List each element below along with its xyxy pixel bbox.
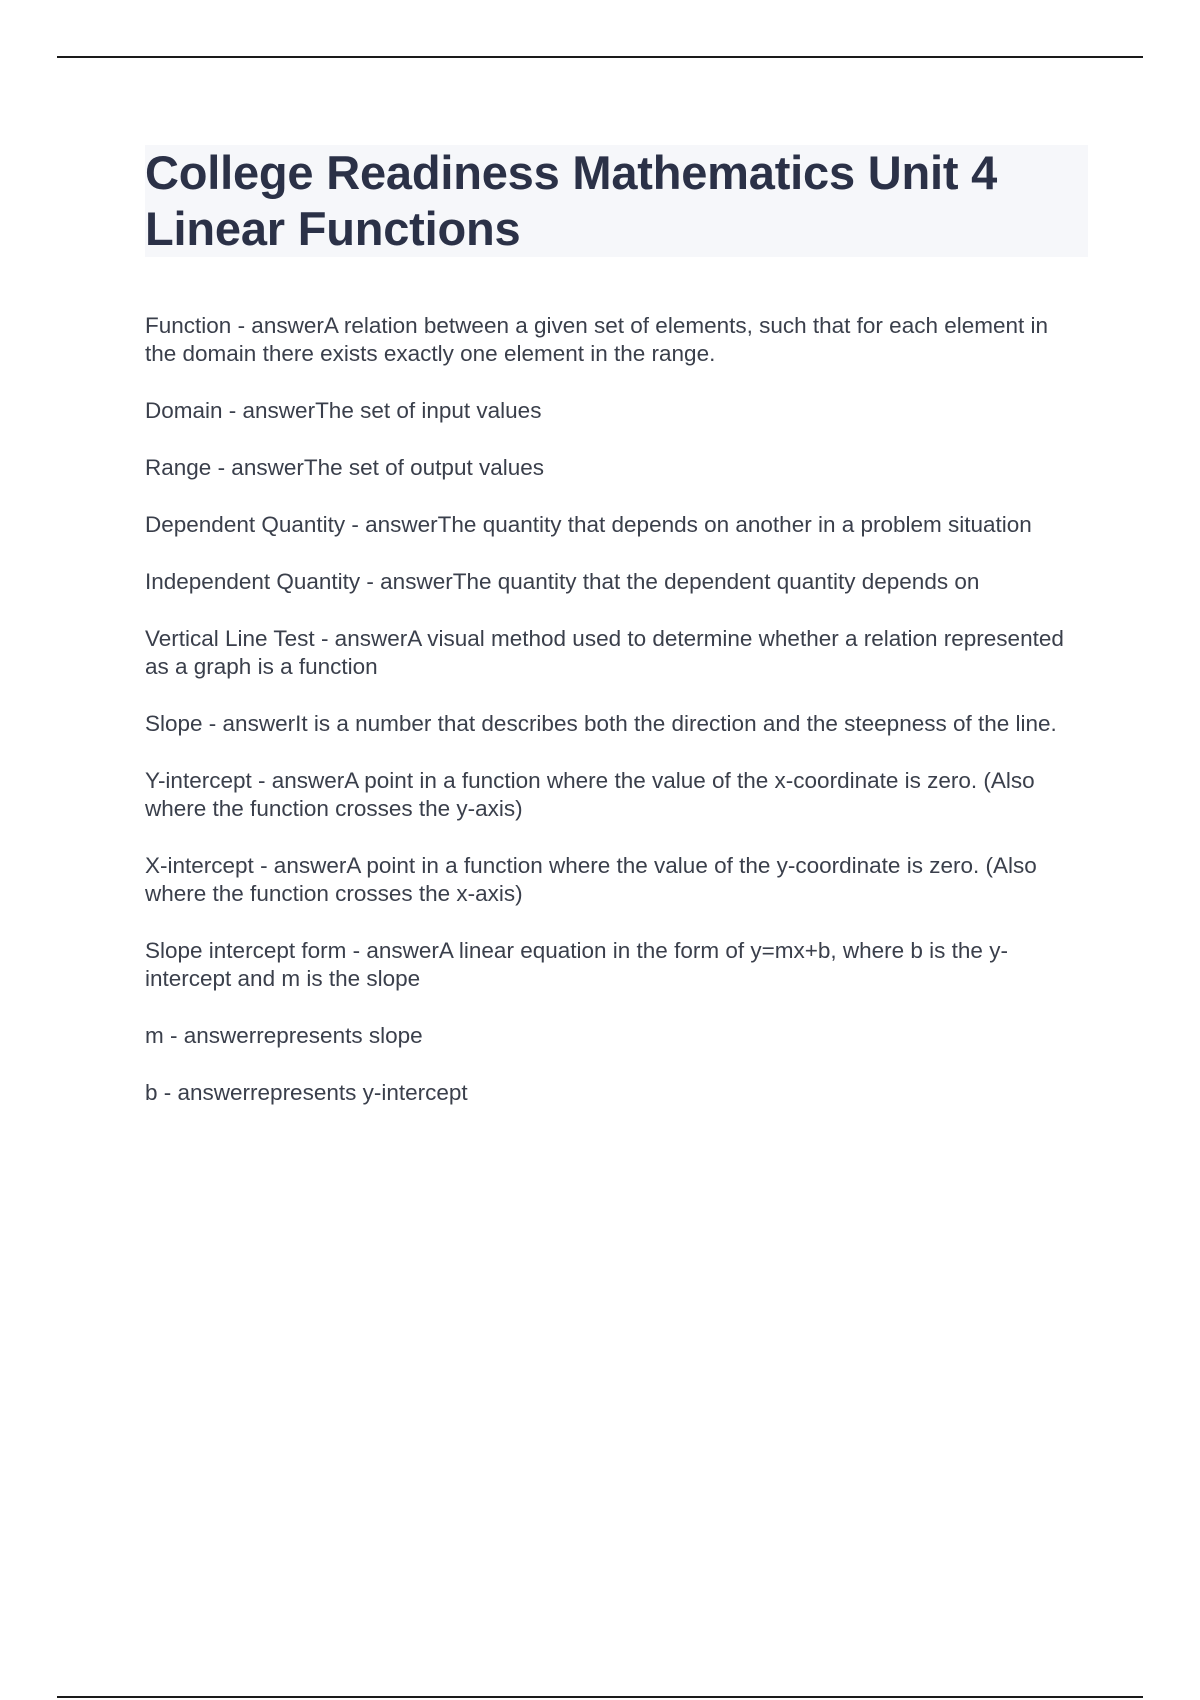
- entry-separator: - answer: [253, 853, 347, 878]
- entry-separator: - answer: [251, 768, 345, 793]
- flashcard-entry: [145, 852, 1080, 908]
- entry-term: Slope: [145, 711, 203, 736]
- entry-definition: A point in a function where the value of the x-coordinate is zero. (Also where the function crosses the y-axis): [145, 768, 1035, 821]
- flashcard-entry: [145, 1022, 1080, 1050]
- entry-definition: The set of output values: [303, 455, 544, 480]
- flashcard-entry: [145, 397, 1080, 425]
- entry-separator: - answer: [345, 512, 438, 537]
- entry-separator: - answer: [231, 313, 324, 338]
- entry-definition: A visual method used to determine whether a relation represented as a graph is a function: [145, 626, 1064, 679]
- entry-term: Range: [145, 455, 212, 480]
- entry-definition: A relation between a given set of elements, such that for each element in the domain there exists exactly one element in the range.: [145, 313, 1049, 366]
- flashcard-entry: [145, 511, 1080, 539]
- flashcard-entry: [145, 568, 1080, 596]
- entry-separator: - answer: [211, 455, 304, 480]
- flashcard-list: [145, 312, 1080, 1136]
- flashcard-entry: [145, 454, 1080, 482]
- title-block: [145, 145, 1088, 257]
- entry-term: Y-intercept: [145, 768, 252, 793]
- entry-definition: A linear equation in the form of y=mx+b, where b is the y-intercept and m is the slope: [145, 938, 1008, 991]
- flashcard-entry: [145, 312, 1080, 368]
- entry-term: X-intercept: [145, 853, 254, 878]
- entry-separator: - answer: [157, 1080, 251, 1105]
- entry-definition: The quantity that the dependent quantity depends on: [452, 569, 980, 594]
- entry-definition: The quantity that depends on another in a problem situation: [437, 512, 1032, 537]
- entry-definition: The set of input values: [315, 398, 542, 423]
- entry-definition: represents y-intercept: [250, 1080, 468, 1105]
- entry-term: Domain: [145, 398, 223, 423]
- footer-rule: [57, 1696, 1143, 1698]
- entry-definition: A point in a function where the value of the y-coordinate is zero. (Also where the function crosses the x-axis): [145, 853, 1037, 906]
- entry-definition: represents slope: [256, 1023, 423, 1048]
- flashcard-entry: [145, 1079, 1080, 1107]
- entry-term: Dependent Quantity: [145, 512, 346, 537]
- entry-term: m: [145, 1023, 164, 1048]
- entry-separator: - answer: [314, 626, 408, 651]
- entry-term: Independent Quantity: [145, 569, 361, 594]
- entry-separator: - answer: [222, 398, 316, 423]
- entry-separator: - answer: [360, 569, 453, 594]
- entry-separator: - answer: [163, 1023, 257, 1048]
- entry-term: Slope intercept form: [145, 938, 347, 963]
- header-rule: [57, 56, 1143, 58]
- title-line-2: Linear Functions: [145, 202, 521, 255]
- entry-separator: - answer: [202, 711, 296, 736]
- flashcard-entry: [145, 937, 1080, 993]
- entry-term: Vertical Line Test: [145, 626, 315, 651]
- flashcard-entry: [145, 710, 1080, 738]
- entry-term: b: [145, 1080, 158, 1105]
- entry-definition: It is a number that describes both the direction and the steepness of the line.: [295, 711, 1057, 736]
- document-title: [145, 145, 1088, 257]
- entry-term: Function: [145, 313, 232, 338]
- entry-separator: - answer: [346, 938, 439, 963]
- title-line-1: College Readiness Mathematics Unit 4: [145, 146, 998, 199]
- flashcard-entry: [145, 767, 1080, 823]
- flashcard-entry: [145, 625, 1080, 681]
